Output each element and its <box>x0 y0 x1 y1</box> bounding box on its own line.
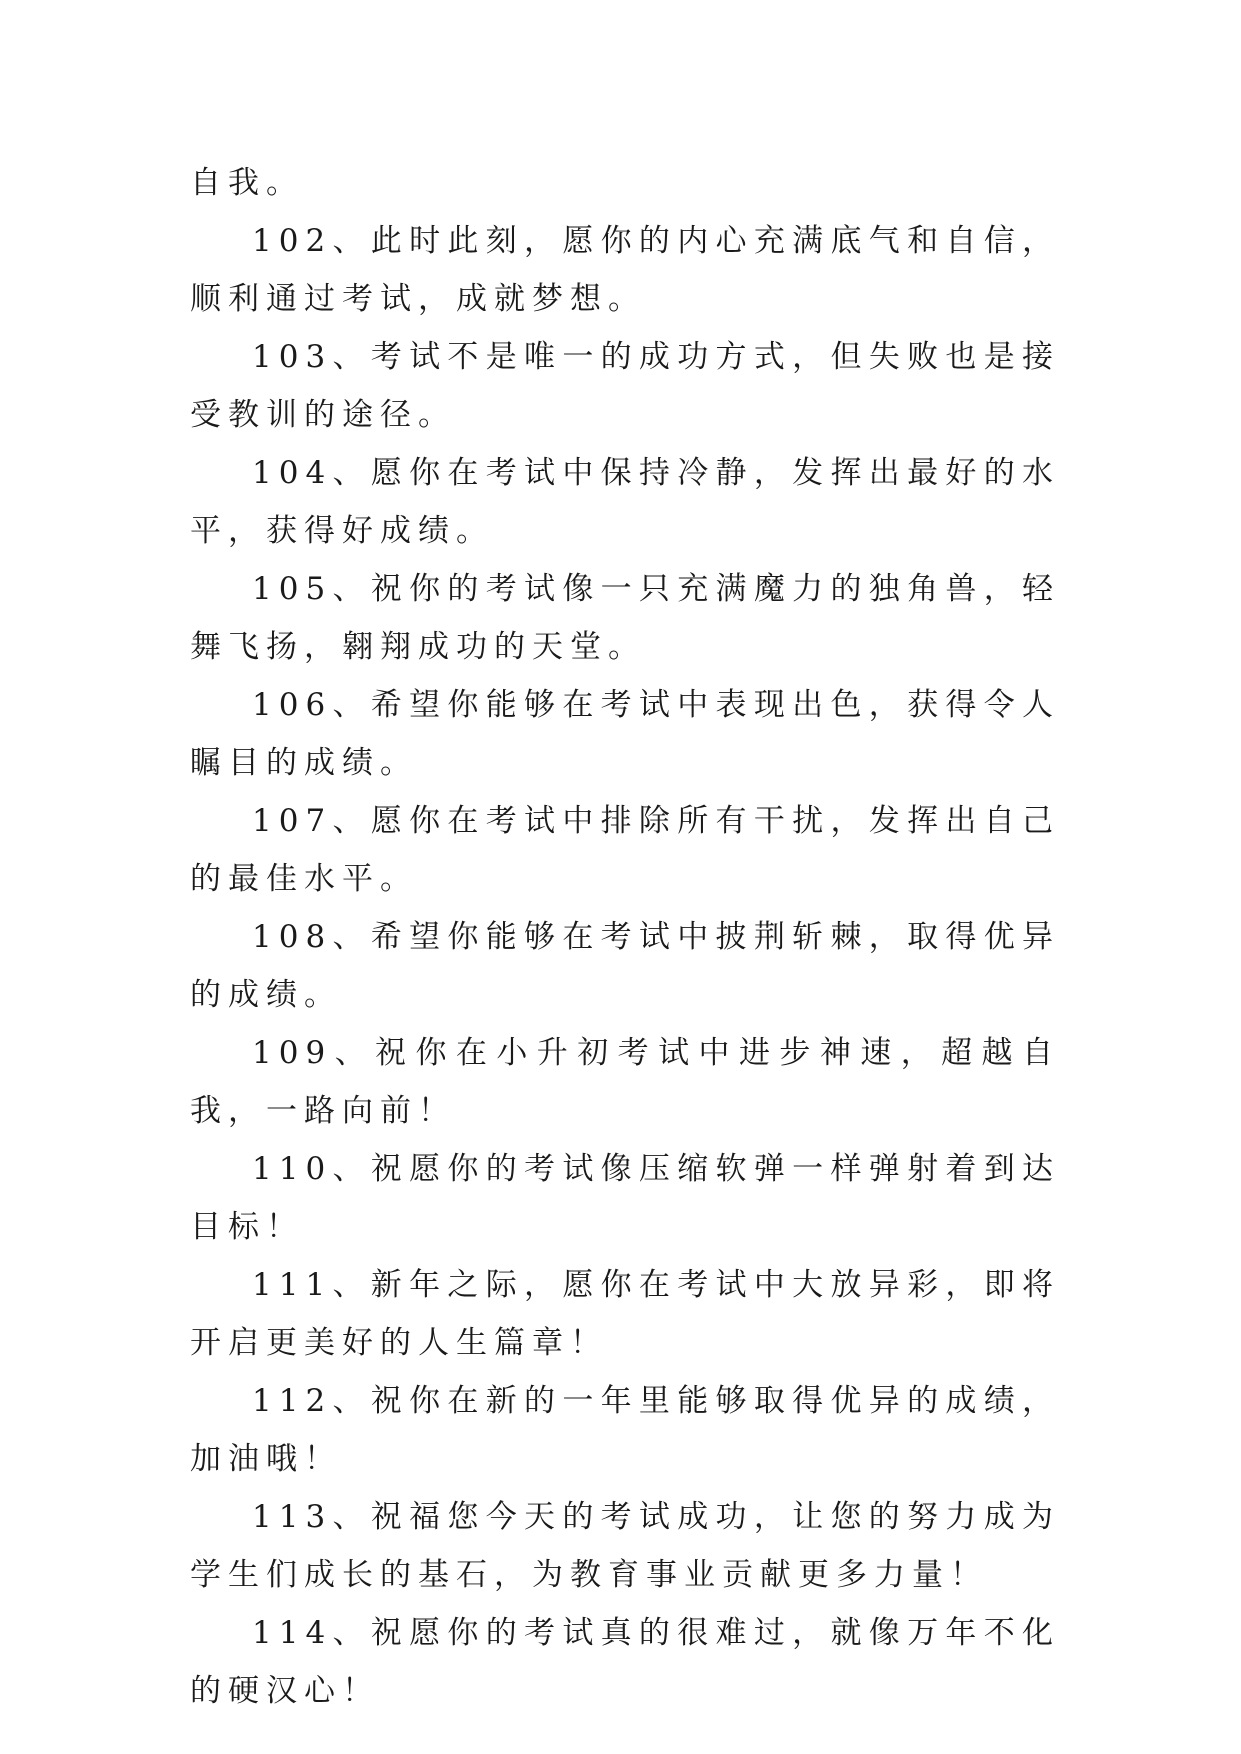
paragraph-104: 104、愿你在考试中保持冷静，发挥出最好的水平，获得好成绩。 <box>190 455 1060 549</box>
document-body <box>190 154 1060 1720</box>
paragraph-110: 110、祝愿你的考试像压缩软弹一样弹射着到达目标！ <box>190 1151 1060 1245</box>
paragraph-109: 109、祝你在小升初考试中进步神速，超越自我，一路向前！ <box>190 1035 1060 1129</box>
paragraph-continuation: 自我。 <box>190 165 304 201</box>
paragraph-113: 113、祝福您今天的考试成功，让您的努力成为学生们成长的基石，为教育事业贡献更多力量！ <box>190 1499 1060 1593</box>
paragraph-106: 106、希望你能够在考试中表现出色，获得令人瞩目的成绩。 <box>190 687 1060 781</box>
paragraph-107: 107、愿你在考试中排除所有干扰，发挥出自己的最佳水平。 <box>190 803 1060 897</box>
paragraph-111: 111、新年之际，愿你在考试中大放异彩，即将开启更美好的人生篇章！ <box>190 1267 1060 1361</box>
paragraph-102: 102、此时此刻，愿你的内心充满底气和自信，顺利通过考试，成就梦想。 <box>190 223 1060 317</box>
paragraph-108: 108、希望你能够在考试中披荆斩棘，取得优异的成绩。 <box>190 919 1060 1013</box>
paragraph-114: 114、祝愿你的考试真的很难过，就像万年不化的硬汉心！ <box>190 1615 1060 1709</box>
paragraph-112: 112、祝你在新的一年里能够取得优异的成绩，加油哦！ <box>190 1383 1060 1477</box>
paragraph-105: 105、祝你的考试像一只充满魔力的独角兽，轻舞飞扬，翱翔成功的天堂。 <box>190 571 1060 665</box>
paragraph-103: 103、考试不是唯一的成功方式，但失败也是接受教训的途径。 <box>190 339 1060 433</box>
